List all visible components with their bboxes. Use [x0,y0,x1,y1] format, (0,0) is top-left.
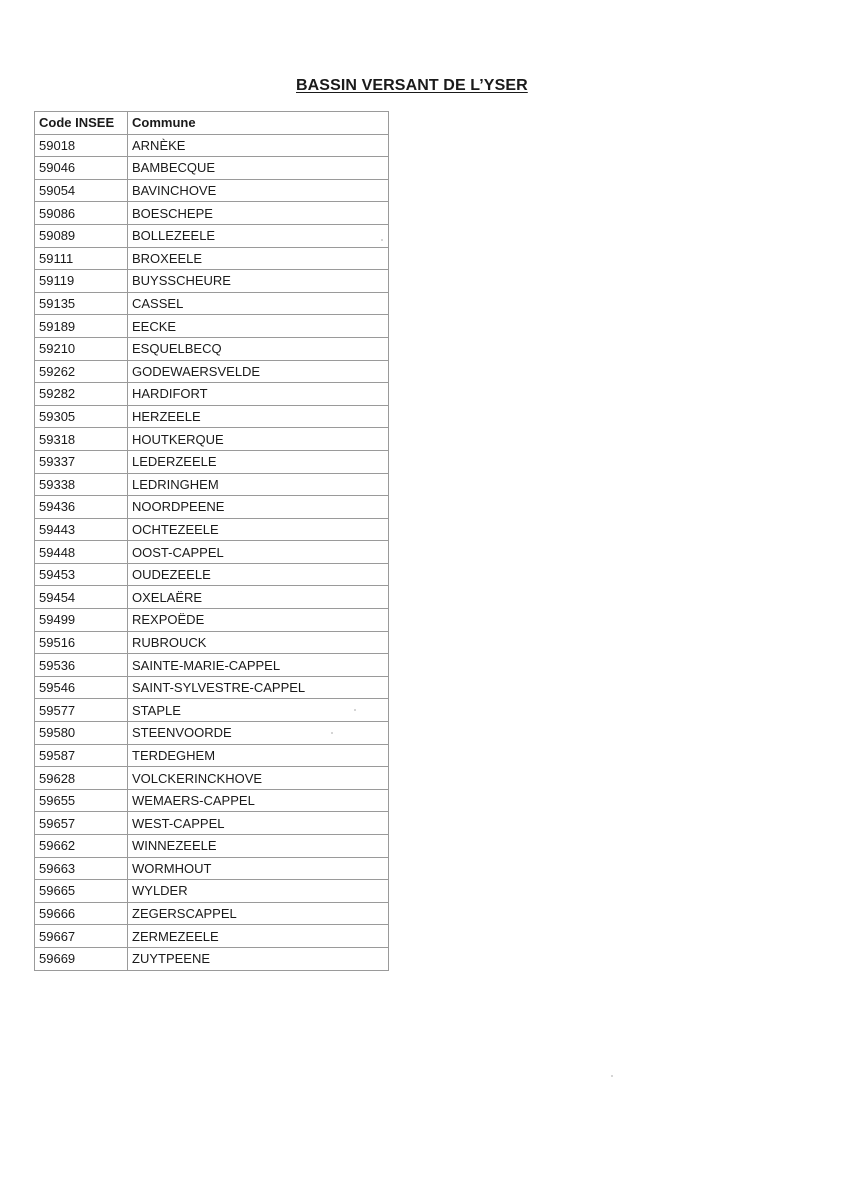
cell-commune: WEST-CAPPEL [128,812,389,835]
header-commune: Commune [128,112,389,135]
commune-table [34,111,389,971]
cell-code-insee: 59667 [35,925,128,948]
table-row [35,880,389,903]
cell-commune: ZEGERSCAPPEL [128,902,389,925]
cell-commune: VOLCKERINCKHOVE [128,767,389,790]
table-row [35,224,389,247]
table-row [35,586,389,609]
cell-commune: BUYSSCHEURE [128,270,389,293]
cell-commune: SAINTE-MARIE-CAPPEL [128,654,389,677]
cell-code-insee: 59454 [35,586,128,609]
cell-code-insee: 59210 [35,337,128,360]
cell-code-insee: 59448 [35,541,128,564]
cell-code-insee: 59046 [35,157,128,180]
cell-commune: CASSEL [128,292,389,315]
cell-commune: ZERMEZEELE [128,925,389,948]
table-row [35,292,389,315]
cell-commune: WYLDER [128,880,389,903]
table-row [35,541,389,564]
table-row [35,496,389,519]
cell-commune: HOUTKERQUE [128,428,389,451]
cell-commune: STEENVOORDE [128,722,389,745]
table-row [35,902,389,925]
cell-commune: BOLLEZEELE [128,224,389,247]
cell-code-insee: 59587 [35,744,128,767]
table-row [35,925,389,948]
table-header [35,112,389,135]
table-body [35,134,389,970]
table-row [35,405,389,428]
cell-code-insee: 59305 [35,405,128,428]
cell-code-insee: 59018 [35,134,128,157]
table-row [35,744,389,767]
cell-code-insee: 59089 [35,224,128,247]
cell-code-insee: 59119 [35,270,128,293]
scan-speck [331,732,333,734]
cell-code-insee: 59665 [35,880,128,903]
table-row [35,270,389,293]
cell-commune: ZUYTPEENE [128,947,389,970]
cell-code-insee: 59669 [35,947,128,970]
cell-commune: OXELAËRE [128,586,389,609]
table-row [35,360,389,383]
table-row [35,609,389,632]
table-row [35,157,389,180]
cell-commune: TERDEGHEM [128,744,389,767]
table-row [35,835,389,858]
cell-commune: RUBROUCK [128,631,389,654]
table-row [35,789,389,812]
cell-code-insee: 59189 [35,315,128,338]
cell-commune: ARNÈKE [128,134,389,157]
cell-commune: WORMHOUT [128,857,389,880]
cell-code-insee: 59086 [35,202,128,225]
table-row [35,202,389,225]
cell-commune: LEDRINGHEM [128,473,389,496]
header-code-insee: Code INSEE [35,112,128,135]
cell-code-insee: 59499 [35,609,128,632]
table-row [35,767,389,790]
cell-commune: REXPOËDE [128,609,389,632]
table-row [35,450,389,473]
cell-commune: OCHTEZEELE [128,518,389,541]
cell-code-insee: 59536 [35,654,128,677]
table-row [35,315,389,338]
table-row [35,947,389,970]
cell-commune: OUDEZEELE [128,563,389,586]
cell-code-insee: 59666 [35,902,128,925]
cell-commune: HERZEELE [128,405,389,428]
cell-code-insee: 59282 [35,383,128,406]
cell-code-insee: 59262 [35,360,128,383]
cell-commune: BOESCHEPE [128,202,389,225]
cell-code-insee: 59443 [35,518,128,541]
table-row [35,428,389,451]
cell-code-insee: 59657 [35,812,128,835]
table-row [35,857,389,880]
cell-commune: EECKE [128,315,389,338]
table-row [35,812,389,835]
cell-code-insee: 59580 [35,722,128,745]
table-row [35,247,389,270]
table-row [35,631,389,654]
table-row [35,676,389,699]
table-row [35,383,389,406]
cell-commune: GODEWAERSVELDE [128,360,389,383]
scan-speck [354,709,356,711]
table-row [35,337,389,360]
cell-code-insee: 59516 [35,631,128,654]
cell-commune: OOST-CAPPEL [128,541,389,564]
cell-commune: SAINT-SYLVESTRE-CAPPEL [128,676,389,699]
table-row [35,563,389,586]
table-row [35,722,389,745]
cell-code-insee: 59054 [35,179,128,202]
cell-commune: WEMAERS-CAPPEL [128,789,389,812]
table-header-row [35,112,389,135]
cell-code-insee: 59135 [35,292,128,315]
cell-code-insee: 59111 [35,247,128,270]
cell-commune: STAPLE [128,699,389,722]
table-row [35,473,389,496]
cell-code-insee: 59436 [35,496,128,519]
page-title: BASSIN VERSANT DE L’YSER [296,77,528,94]
cell-commune: NOORDPEENE [128,496,389,519]
cell-code-insee: 59337 [35,450,128,473]
table-row [35,699,389,722]
cell-commune: BAVINCHOVE [128,179,389,202]
table-row [35,179,389,202]
cell-commune: ESQUELBECQ [128,337,389,360]
cell-commune: WINNEZEELE [128,835,389,858]
cell-code-insee: 59628 [35,767,128,790]
cell-code-insee: 59577 [35,699,128,722]
cell-commune: LEDERZEELE [128,450,389,473]
cell-code-insee: 59655 [35,789,128,812]
cell-code-insee: 59546 [35,676,128,699]
cell-commune: BAMBECQUE [128,157,389,180]
cell-commune: BROXEELE [128,247,389,270]
scan-speck [611,1075,613,1077]
cell-code-insee: 59663 [35,857,128,880]
cell-commune: HARDIFORT [128,383,389,406]
table-row [35,518,389,541]
table-row [35,654,389,677]
cell-code-insee: 59338 [35,473,128,496]
cell-code-insee: 59318 [35,428,128,451]
table-row [35,134,389,157]
cell-code-insee: 59453 [35,563,128,586]
cell-code-insee: 59662 [35,835,128,858]
scan-speck [381,239,383,241]
